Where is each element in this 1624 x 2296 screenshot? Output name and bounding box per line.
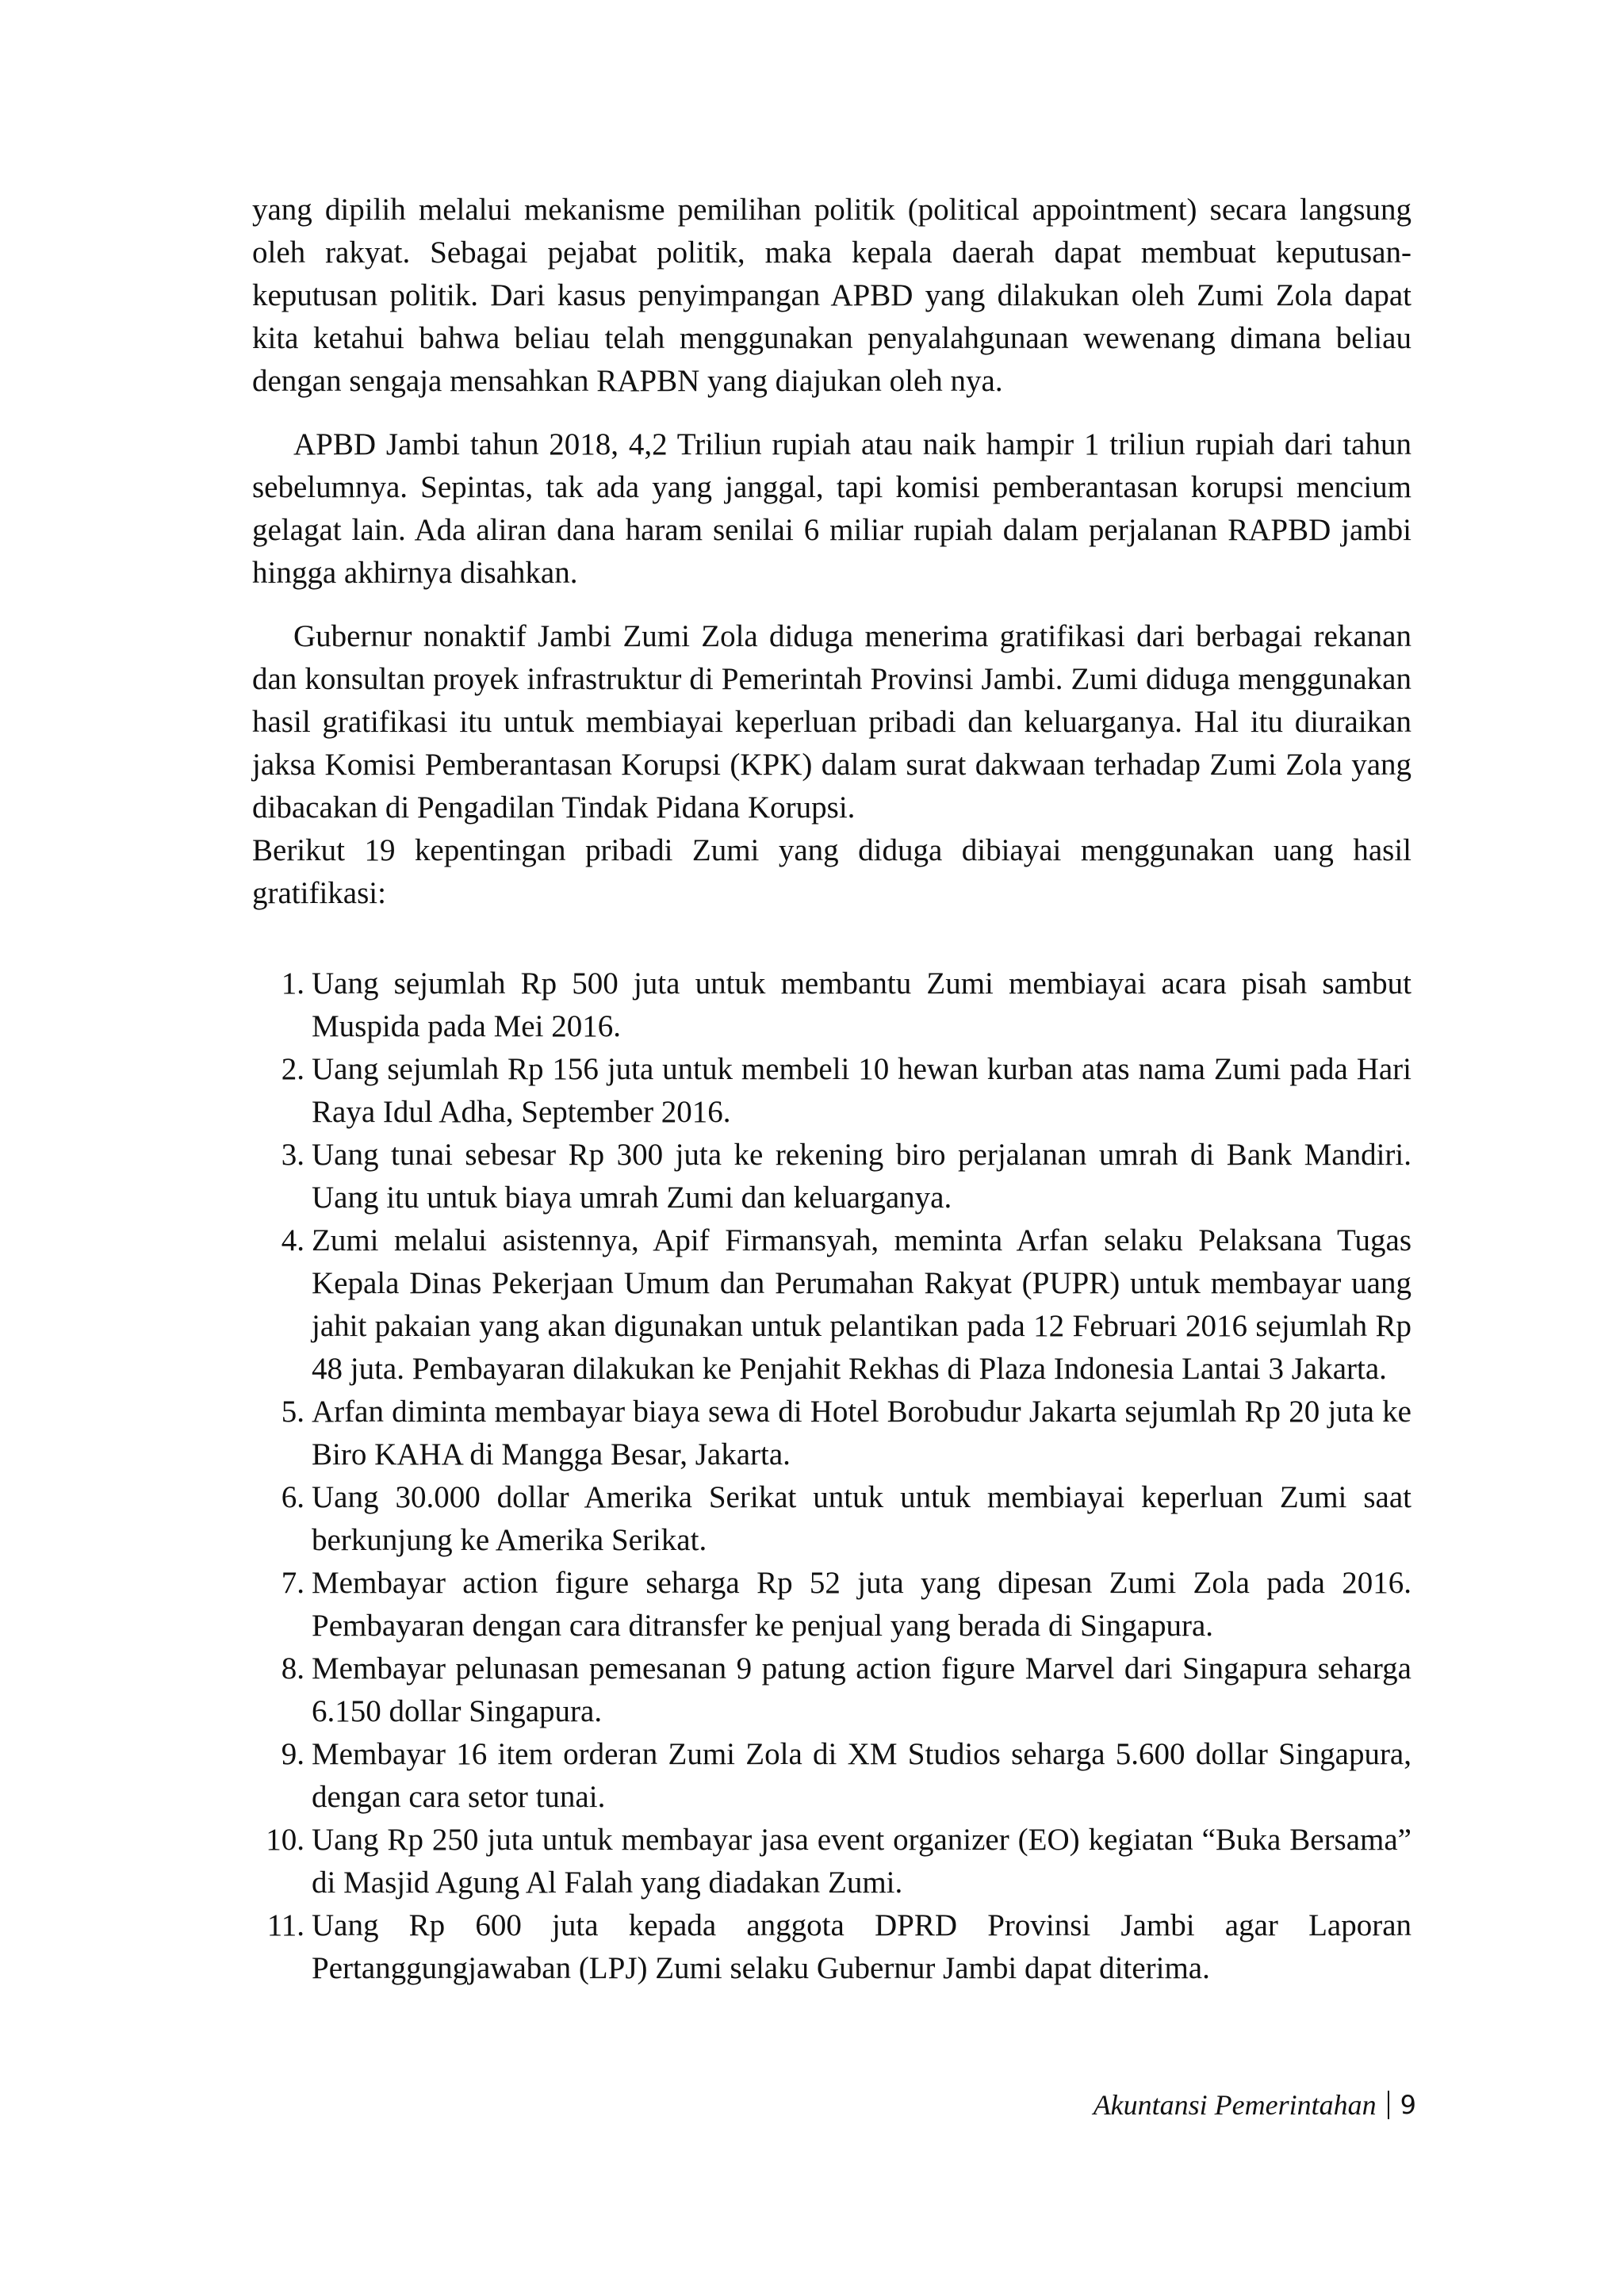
list-item [252,1219,1411,1391]
list-item-number: 1. [281,966,304,1001]
list-item-text: Uang 30.000 dollar Amerika Serikat untuk untuk membiayai keperluan Zumi saat berkunjung ke Amerika Serikat. [312,1480,1411,1557]
list-item [252,1647,1411,1733]
list-item-text: Uang sejumlah Rp 500 juta untuk membantu Zumi membiayai acara pisah sambut Muspida pada Mei 2016. [312,966,1411,1043]
list-item [252,1134,1411,1219]
paragraph-political-appointment: yang dipilih melalui mekanisme pemilihan politik (political appointment) secara langsung oleh rakyat. Sebagai pejabat politik, maka kepala daerah dapat membuat keputusan-keputusan politik. Dari kasus penyimpangan APBD yang dilakukan oleh Zumi Zola dapat kita ketahui bahwa beliau telah menggunakan penyalahgunaan wewenang dimana beliau dengan sengaja mensahkan RAPBN yang diajukan oleh nya. [252,193,1411,398]
list-item-text: Membayar pelunasan pemesanan 9 patung action figure Marvel dari Singapura seharga 6.150 dollar Singapura. [312,1651,1411,1728]
list-item-text: Uang sejumlah Rp 156 juta untuk membeli 10 hewan kurban atas nama Zumi pada Hari Raya Idul Adha, September 2016. [312,1052,1411,1129]
list-item [252,962,1411,1048]
list-item [252,1562,1411,1647]
list-item-number: 11. [266,1908,304,1942]
list-item-number: 3. [281,1138,304,1172]
paragraph-gratifikasi: Gubernur nonaktif Jambi Zumi Zola diduga menerima gratifikasi dari berbagai rekanan dan konsultan proyek infrastruktur di Pemerintah Provinsi Jambi. Zumi diduga menggunakan hasil gratifikasi itu untuk membiayai keperluan pribadi dan keluarganya. Hal itu diuraikan jaksa Komisi Pemberantasan Korupsi (KPK) dalam surat dakwaan terhadap Zumi Zola yang dibacakan di Pengadilan Tindak Pidana Korupsi. [252,619,1411,825]
list-item-number: 10. [266,1823,304,1857]
list-item-text: Zumi melalui asistennya, Apif Firmansyah, meminta Arfan selaku Pelaksana Tugas Kepala Dinas Pekerjaan Umum dan Perumahan Rakyat (PUPR) untuk membayar uang jahit pakaian yang akan digunakan untuk pelantikan pada 12 Februari 2016 sejumlah Rp 48 juta. Pembayaran dilakukan ke Penjahit Rekhas di Plaza Indonesia Lantai 3 Jakarta. [312,1223,1411,1386]
page-number: 9 [1400,2090,1416,2120]
list-item-number: 6. [281,1480,304,1514]
list-item-number: 9. [281,1737,304,1771]
numbered-list [252,962,1411,1990]
list-item-number: 5. [281,1395,304,1429]
list-item-number: 4. [281,1223,304,1257]
list-item-number: 2. [281,1052,304,1086]
footer-title: Akuntansi Pemerintahan [1093,2089,1377,2121]
list-item-text: Uang tunai sebesar Rp 300 juta ke rekening biro perjalanan umrah di Bank Mandiri. Uang itu untuk biaya umrah Zumi dan keluarganya. [312,1138,1411,1215]
list-item-number: 8. [281,1651,304,1686]
list-item [252,1391,1411,1476]
list-item-text: Membayar 16 item orderan Zumi Zola di XM Studios seharga 5.600 dollar Singapura, dengan cara setor tunai. [312,1737,1411,1814]
paragraph-apbd-jambi: APBD Jambi tahun 2018, 4,2 Triliun rupiah atau naik hampir 1 triliun rupiah dari tahun sebelumnya. Sepintas, tak ada yang janggal, tapi komisi pemberantasan korupsi mencium gelagat lain. Ada aliran dana haram senilai 6 miliar rupiah dalam perjalanan RAPBD jambi hingga akhirnya disahkan. [252,427,1411,590]
list-item [252,1904,1411,1990]
list-item-text: Uang Rp 600 juta kepada anggota DPRD Provinsi Jambi agar Laporan Pertanggungjawaban (LPJ) Zumi selaku Gubernur Jambi dapat diterima. [312,1908,1411,1985]
page-footer [1094,2087,1416,2122]
footer-divider [1388,2091,1389,2119]
document-body [252,189,1411,1990]
list-item-number: 7. [281,1566,304,1600]
list-item-text: Membayar action figure seharga Rp 52 juta yang dipesan Zumi Zola pada 2016. Pembayaran dengan cara ditransfer ke penjual yang berada di Singapura. [312,1566,1411,1643]
paragraph-list-intro: Berikut 19 kepentingan pribadi Zumi yang diduga dibiayai menggunakan uang hasil gratifikasi: [252,833,1411,910]
list-item [252,1476,1411,1562]
list-item [252,1733,1411,1819]
list-item [252,1048,1411,1134]
list-item-text: Arfan diminta membayar biaya sewa di Hotel Borobudur Jakarta sejumlah Rp 20 juta ke Biro KAHA di Mangga Besar, Jakarta. [312,1395,1411,1471]
list-item [252,1819,1411,1904]
list-item-text: Uang Rp 250 juta untuk membayar jasa event organizer (EO) kegiatan “Buka Bersama” di Masjid Agung Al Falah yang diadakan Zumi. [312,1823,1411,1900]
